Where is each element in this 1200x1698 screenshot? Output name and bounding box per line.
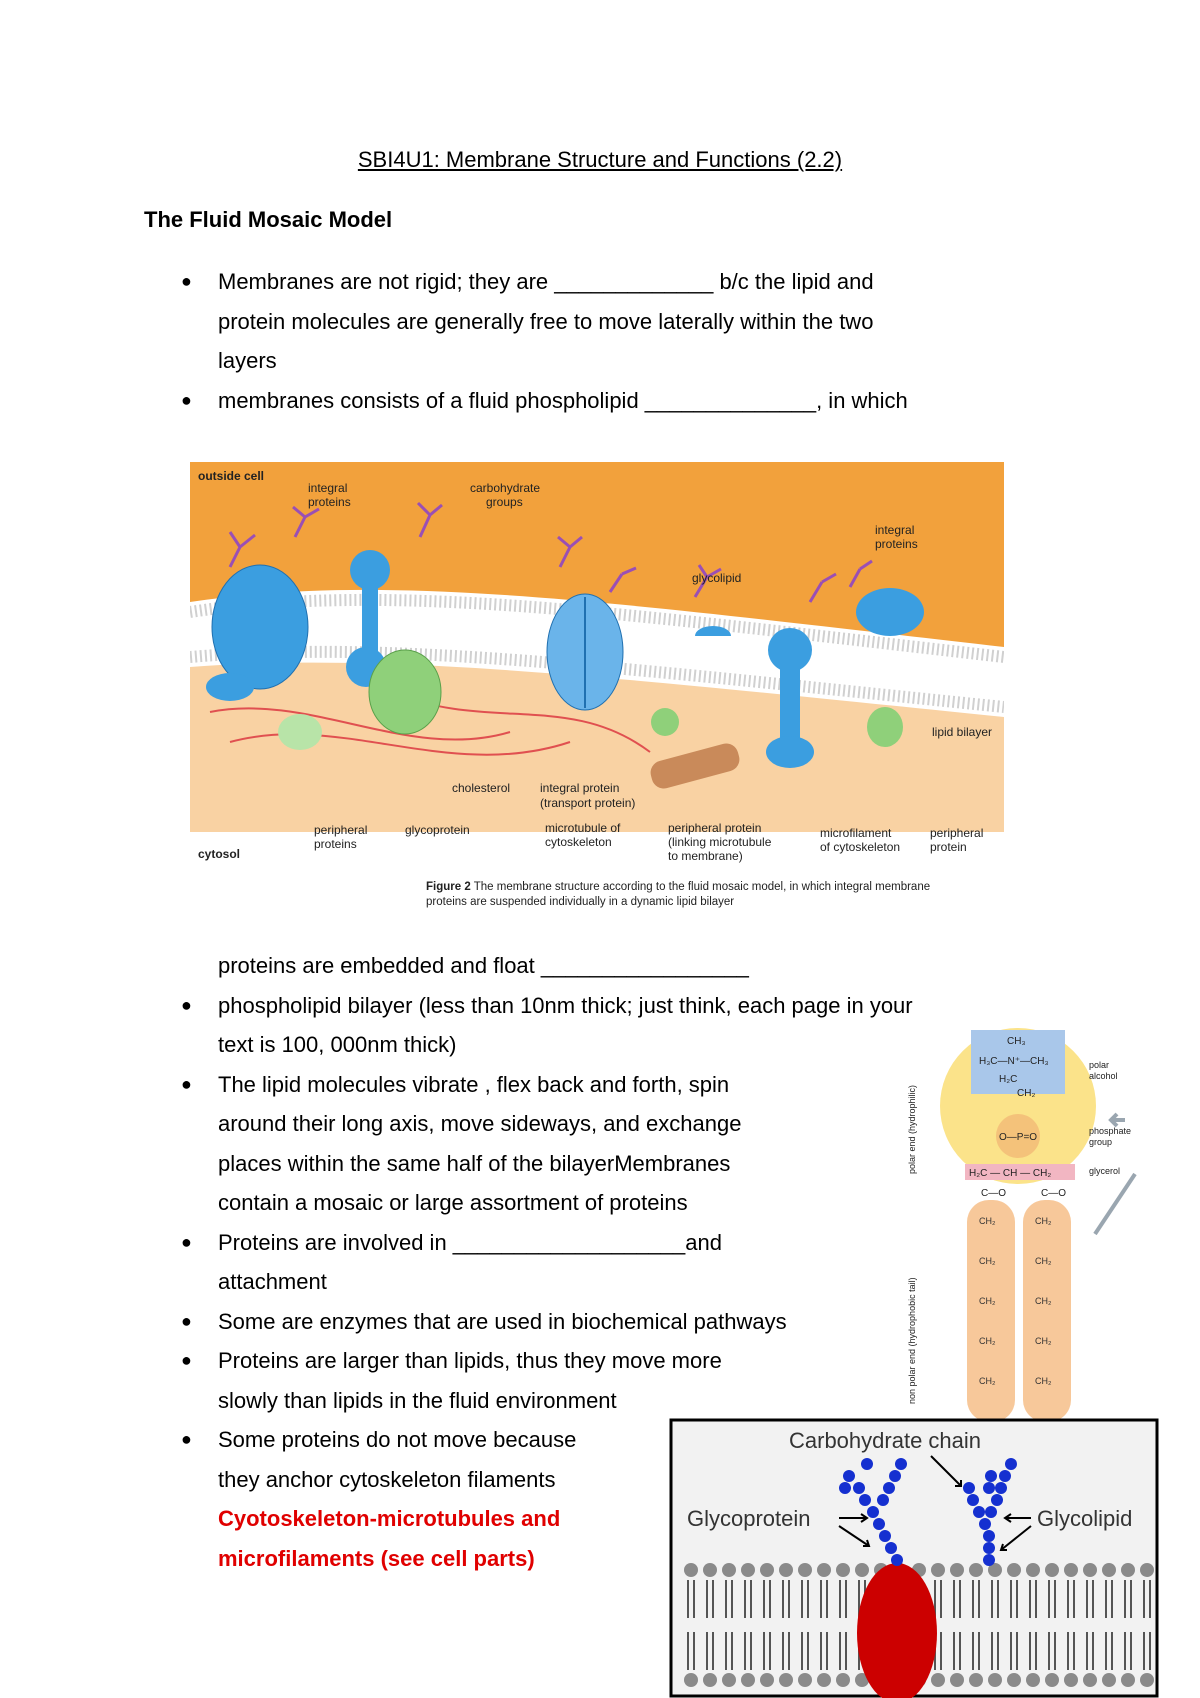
label-peripheral-proteins: peripheral bbox=[314, 823, 368, 837]
svg-text:O—P=O: O—P=O bbox=[999, 1132, 1038, 1143]
list-item: around their long axis, move sideways, and exchange bbox=[218, 1111, 742, 1136]
svg-text:CH₃: CH₃ bbox=[1007, 1036, 1026, 1047]
svg-text:H₂C — CH — CH₂: H₂C — CH — CH₂ bbox=[969, 1168, 1052, 1179]
list-item: ● membranes consists of a fluid phospholipid ______________, in which bbox=[218, 381, 908, 421]
svg-text:proteins: proteins bbox=[308, 495, 351, 509]
svg-text:C—O: C—O bbox=[1041, 1188, 1066, 1199]
svg-text:H₂C: H₂C bbox=[999, 1074, 1018, 1085]
list-item: they anchor cytoskeleton filaments bbox=[218, 1466, 556, 1492]
svg-text:protein: protein bbox=[930, 840, 967, 854]
bullet-icon: ● bbox=[181, 389, 192, 410]
list-item: layers bbox=[218, 348, 277, 373]
svg-text:CH₂: CH₂ bbox=[1035, 1336, 1052, 1346]
svg-text:(linking microtubule: (linking microtubule bbox=[668, 835, 772, 849]
list-item: ● The lipid molecules vibrate , flex back and forth, spin bbox=[218, 1065, 913, 1105]
figure-caption: Figure 2 The membrane structure according to the fluid mosaic model, in which integral membrane proteins are suspended individually in a dynamic lipid bilayer bbox=[426, 881, 931, 908]
svg-text:proteins: proteins bbox=[875, 537, 918, 551]
list-item: protein molecules are generally free to move laterally within the two bbox=[218, 308, 874, 334]
nonpolar-end-label: non polar end (hydrophobic tail) bbox=[907, 1277, 917, 1404]
svg-text:of cytoskeleton: of cytoskeleton bbox=[820, 840, 901, 854]
list-item: ● Membranes are not rigid; they are _____________ b/c the lipid and bbox=[218, 262, 908, 302]
label-integral-proteins: integral bbox=[308, 481, 348, 495]
list-item: ● phospholipid bilayer (less than 10nm thick; just think, each page in your bbox=[218, 986, 913, 1026]
label-glycolipid: glycolipid bbox=[692, 571, 742, 585]
svg-text:polar: polar bbox=[1089, 1060, 1110, 1070]
label-carbohydrate-groups: carbohydrate bbox=[470, 481, 541, 495]
svg-text:H₃C—N⁺—CH₃: H₃C—N⁺—CH₃ bbox=[979, 1056, 1049, 1067]
arrow-icon bbox=[1095, 1174, 1135, 1234]
list-item: Cyotoskeleton-microtubules and bbox=[218, 1506, 561, 1531]
bullet-icon: ● bbox=[181, 1073, 192, 1094]
label-carbohydrate-chain: Carbohydrate chain bbox=[789, 1428, 982, 1453]
bullet-list-top bbox=[181, 262, 908, 420]
svg-text:CH₂: CH₂ bbox=[979, 1376, 996, 1386]
svg-text:CH₂: CH₂ bbox=[1035, 1216, 1052, 1226]
svg-text:(transport protein): (transport protein) bbox=[540, 796, 636, 810]
glycoprotein-shape bbox=[857, 1563, 937, 1698]
bullet-icon: ● bbox=[181, 994, 192, 1015]
svg-text:CH₂: CH₂ bbox=[1035, 1256, 1052, 1266]
label-lipid-bilayer: lipid bilayer bbox=[932, 725, 993, 739]
label-integral-proteins-right: integral bbox=[875, 523, 915, 537]
bullet-icon: ● bbox=[181, 271, 192, 291]
glycoprotein-shape bbox=[369, 650, 441, 734]
list-item: text is 100, 000nm thick) bbox=[218, 1032, 457, 1057]
glycoprotein-glycolipid-figure bbox=[669, 1418, 1159, 1698]
integral-proteins-right bbox=[856, 588, 924, 636]
list-item: ● Proteins are involved in ___________________and bbox=[218, 1223, 913, 1263]
list-item: ● Some are enzymes that are used in biochemical pathways bbox=[218, 1302, 913, 1342]
svg-text:glycerol: glycerol bbox=[1089, 1166, 1121, 1176]
list-item: microfilaments (see cell parts) bbox=[218, 1545, 535, 1571]
svg-text:CH₂: CH₂ bbox=[979, 1336, 996, 1346]
svg-text:CH₂: CH₂ bbox=[979, 1256, 996, 1266]
list-item: attachment bbox=[218, 1269, 327, 1294]
bullet-icon: ● bbox=[181, 1429, 192, 1449]
polar-end-label: polar end (hydrophilic) bbox=[907, 1084, 917, 1174]
label-transport-protein: integral protein bbox=[540, 781, 620, 795]
label-outside-cell: outside cell bbox=[198, 469, 265, 483]
svg-text:phosphate: phosphate bbox=[1089, 1126, 1132, 1136]
svg-text:alcohol: alcohol bbox=[1089, 1071, 1118, 1081]
svg-text:groups: groups bbox=[486, 495, 523, 509]
list-item: slowly than lipids in the fluid environment bbox=[218, 1387, 617, 1413]
label-glycoprotein: Glycoprotein bbox=[687, 1506, 811, 1531]
list-item: contain a mosaic or large assortment of proteins bbox=[218, 1190, 688, 1215]
hydrophobic-tails bbox=[967, 1200, 1071, 1422]
list-item: places within the same half of the bilayerMembranes bbox=[218, 1150, 731, 1176]
bullet-icon: ● bbox=[181, 1231, 192, 1252]
svg-text:CH₂: CH₂ bbox=[1017, 1088, 1036, 1099]
label-microtubule: microtubule of bbox=[545, 821, 621, 835]
list-item: proteins are embedded and float _________________ bbox=[218, 953, 749, 978]
label-cholesterol: cholesterol bbox=[452, 781, 511, 795]
svg-text:CH₂: CH₂ bbox=[1035, 1376, 1052, 1386]
svg-text:CH₂: CH₂ bbox=[979, 1296, 996, 1306]
svg-text:proteins: proteins bbox=[314, 837, 357, 851]
svg-text:cytoskeleton: cytoskeleton bbox=[545, 835, 612, 849]
label-glycolipid: Glycolipid bbox=[1037, 1506, 1133, 1531]
page-title: SBI4U1: Membrane Structure and Functions (2.2) bbox=[357, 147, 843, 172]
bullet-icon: ● bbox=[181, 1310, 192, 1331]
bullet-icon: ● bbox=[181, 1350, 192, 1370]
svg-text:group: group bbox=[1089, 1137, 1113, 1147]
label-peripheral-linking: peripheral protein bbox=[668, 821, 762, 835]
label-cytosol: cytosol bbox=[198, 847, 241, 861]
label-glycoprotein: glycoprotein bbox=[405, 823, 470, 837]
label-peripheral-protein: peripheral bbox=[930, 826, 984, 840]
phospholipid-figure bbox=[903, 1024, 1143, 1422]
list-item: ● Proteins are larger than lipids, thus they move more bbox=[218, 1341, 913, 1381]
svg-text:CH₂: CH₂ bbox=[979, 1216, 996, 1226]
list-item: ● Some proteins do not move because bbox=[218, 1420, 913, 1460]
svg-text:C—O: C—O bbox=[981, 1188, 1006, 1199]
fluid-mosaic-figure bbox=[190, 462, 1004, 872]
label-microfilament: microfilament bbox=[820, 826, 892, 840]
svg-text:CH₂: CH₂ bbox=[1035, 1296, 1052, 1306]
section-heading: The Fluid Mosaic Model bbox=[144, 207, 393, 232]
integral-protein-shape bbox=[212, 565, 308, 689]
svg-text:to membrane): to membrane) bbox=[668, 849, 743, 863]
arrow-icon bbox=[1111, 1114, 1125, 1126]
